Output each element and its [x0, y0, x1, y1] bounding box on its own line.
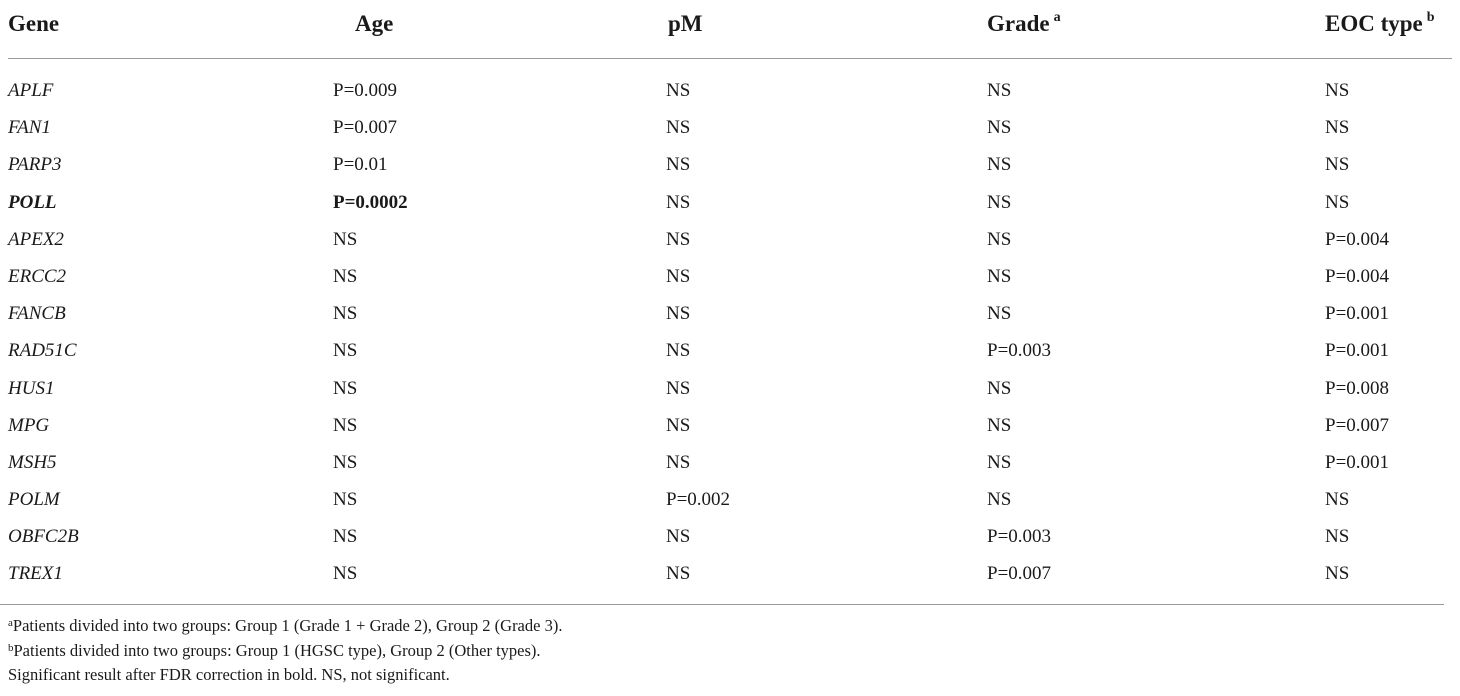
table-row: [8, 221, 1452, 258]
cell-pm: P=0.002: [666, 489, 731, 511]
cell-age: P=0.007: [333, 117, 398, 139]
table-body: [8, 59, 1452, 593]
cell-pm: NS: [666, 117, 691, 139]
cell-grade: NS: [987, 489, 1012, 511]
results-table: [8, 0, 1452, 593]
cell-grade: P=0.003: [987, 526, 1052, 548]
cell-gene: FANCB: [8, 303, 66, 325]
footnote-b-text: Patients divided into two groups: Group 1 (HGSC type), Group 2 (Other types).: [13, 640, 541, 660]
cell-age: NS: [333, 303, 358, 325]
cell-grade: NS: [987, 117, 1012, 139]
header-grade-label: Grade: [987, 11, 1050, 36]
cell-eoc-type: P=0.001: [1325, 303, 1390, 325]
cell-pm: NS: [666, 191, 691, 213]
table-row: [8, 184, 1452, 221]
cell-gene: RAD51C: [8, 340, 77, 362]
footnote-note: Significant result after FDR correction in bold. NS, not significant.: [8, 665, 450, 684]
cell-age: NS: [333, 265, 358, 287]
header-eoc-type: [1325, 10, 1435, 38]
cell-eoc-type: NS: [1325, 563, 1350, 585]
cell-eoc-type: P=0.004: [1325, 228, 1390, 250]
cell-pm: NS: [666, 340, 691, 362]
footnote-a: [8, 614, 562, 639]
cell-gene: POLL: [8, 191, 57, 213]
cell-grade: NS: [987, 80, 1012, 101]
cell-pm: NS: [666, 451, 691, 473]
footnote-b-mark: b: [8, 641, 14, 654]
cell-grade: NS: [987, 228, 1012, 250]
cell-gene: HUS1: [8, 377, 55, 399]
cell-grade: NS: [987, 191, 1012, 213]
header-eoc-label: EOC type: [1325, 11, 1423, 36]
table-row: [8, 555, 1452, 592]
cell-eoc-type: NS: [1325, 191, 1350, 213]
cell-gene: TREX1: [8, 563, 63, 585]
cell-eoc-type: NS: [1325, 154, 1350, 176]
table-row: [8, 407, 1452, 444]
header-age: Age: [355, 11, 394, 36]
table-row: [8, 481, 1452, 518]
cell-age: NS: [333, 451, 358, 473]
cell-grade: NS: [987, 154, 1012, 176]
cell-gene: FAN1: [8, 117, 51, 139]
table-row: [8, 258, 1452, 295]
cell-age: NS: [333, 228, 358, 250]
cell-eoc-type: P=0.001: [1325, 340, 1390, 362]
table-row: [8, 332, 1452, 369]
cell-age: NS: [333, 340, 358, 362]
cell-pm: NS: [666, 303, 691, 325]
cell-pm: NS: [666, 228, 691, 250]
cell-age: NS: [333, 563, 358, 585]
header-eoc-footnote-mark: b: [1426, 10, 1435, 25]
cell-gene: APEX2: [8, 228, 64, 250]
cell-grade: NS: [987, 414, 1012, 436]
cell-grade: NS: [987, 451, 1012, 473]
table-row: [8, 370, 1452, 407]
cell-age: NS: [333, 377, 358, 399]
cell-age: P=0.009: [333, 80, 398, 101]
cell-gene: MSH5: [8, 451, 57, 473]
header-gene: Gene: [8, 11, 60, 36]
cell-eoc-type: P=0.007: [1325, 414, 1390, 436]
cell-pm: NS: [666, 154, 691, 176]
cell-gene: PARP3: [8, 154, 62, 176]
footnote-b: [8, 639, 562, 664]
cell-pm: NS: [666, 414, 691, 436]
table-footnotes: [8, 614, 562, 688]
cell-gene: MPG: [8, 414, 50, 436]
cell-grade: NS: [987, 303, 1012, 325]
cell-age: NS: [333, 526, 358, 548]
table-row: [8, 518, 1452, 555]
cell-gene: POLM: [8, 489, 60, 511]
cell-age: NS: [333, 414, 358, 436]
cell-gene: APLF: [8, 80, 54, 101]
cell-pm: NS: [666, 526, 691, 548]
cell-eoc-type: P=0.008: [1325, 377, 1390, 399]
cell-pm: NS: [666, 377, 691, 399]
cell-pm: NS: [666, 265, 691, 287]
cell-gene: OBFC2B: [8, 526, 79, 548]
cell-eoc-type: NS: [1325, 489, 1350, 511]
table-header-row: [8, 0, 1452, 59]
table-row: [8, 72, 1452, 109]
cell-grade: P=0.007: [987, 563, 1052, 585]
table-row: [8, 146, 1452, 183]
cell-grade: P=0.003: [987, 340, 1052, 362]
header-grade-footnote-mark: a: [1053, 10, 1061, 25]
table-row: [8, 295, 1452, 332]
cell-grade: NS: [987, 377, 1012, 399]
cell-grade: NS: [987, 265, 1012, 287]
header-pm: pM: [668, 11, 703, 36]
table-row: [8, 444, 1452, 481]
cell-pm: NS: [666, 563, 691, 585]
cell-eoc-type: NS: [1325, 117, 1350, 139]
table-row: [8, 109, 1452, 146]
cell-age: P=0.0002: [333, 191, 408, 213]
cell-eoc-type: P=0.001: [1325, 451, 1390, 473]
cell-eoc-type: NS: [1325, 80, 1350, 101]
cell-pm: NS: [666, 80, 691, 101]
cell-age: P=0.01: [333, 154, 388, 176]
cell-age: NS: [333, 489, 358, 511]
footnote-a-mark: a: [8, 617, 13, 629]
cell-eoc-type: P=0.004: [1325, 265, 1390, 287]
table-bottom-rule: [0, 604, 1444, 605]
cell-gene: ERCC2: [8, 265, 67, 287]
cell-eoc-type: NS: [1325, 526, 1350, 548]
header-grade: [987, 10, 1061, 38]
footnote-a-text: Patients divided into two groups: Group 1 (Grade 1 + Grade 2), Group 2 (Grade 3).: [12, 616, 563, 635]
